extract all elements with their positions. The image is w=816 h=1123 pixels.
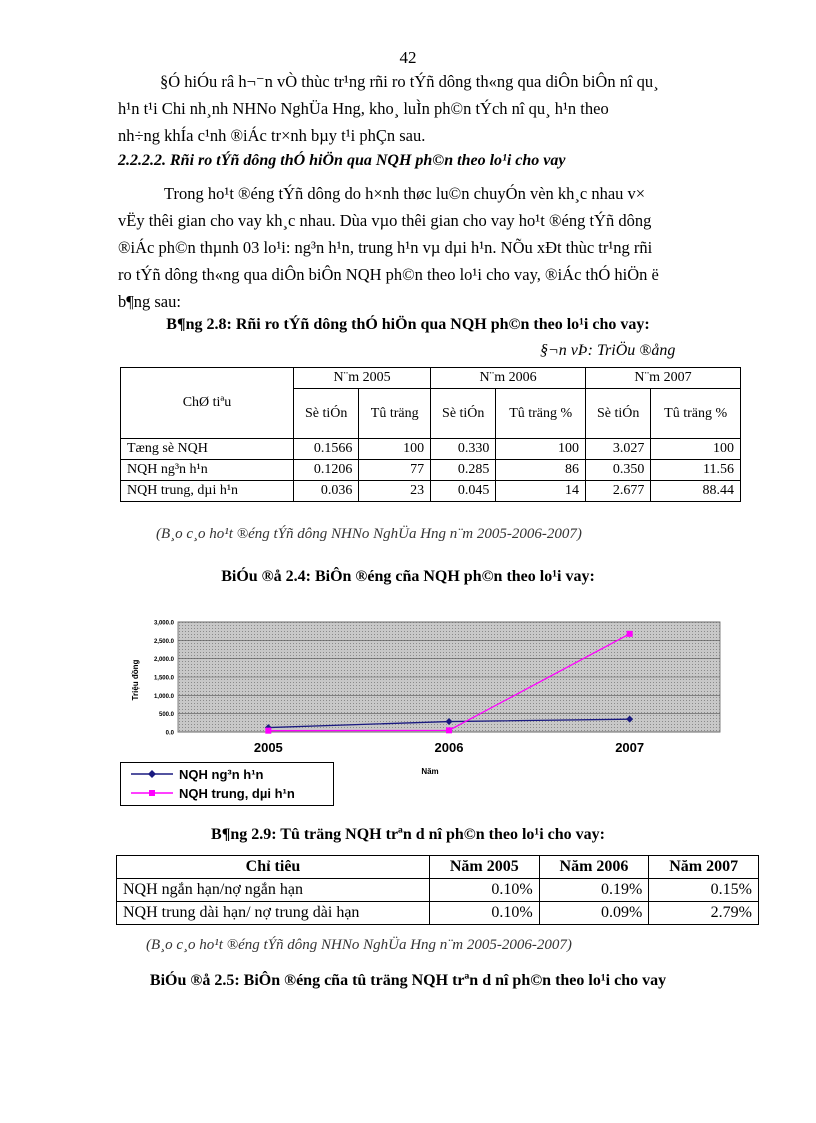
loan-table (120, 367, 741, 502)
legend-item (129, 765, 263, 783)
body-line: ro tÝñ dông th«ng qua diÔn biÔn NQH ph©n theo lo¹i cho vay, ®iÁc thÓ hiÖn ë (118, 265, 659, 284)
cell: 77 (359, 460, 431, 481)
legend-marker-icon (129, 787, 175, 799)
table2-source: (B¸o c¸o ho¹t ®éng tÝñ dông NHNo NghÜa Hng n¨m 2005-2006-2007) (146, 937, 572, 953)
table-row (117, 902, 759, 925)
subheader: Tû träng (359, 389, 431, 439)
cell: 0.330 (431, 439, 496, 460)
table2-caption: B¶ng 2.9: Tû träng NQH trªn d nî ph©n theo lo¹i cho vay: (211, 826, 605, 843)
column-header: Chỉ tiêu (117, 856, 430, 879)
legend-item (129, 784, 295, 802)
x-tick-label: 2005 (253, 740, 283, 755)
row-label: Tæng sè NQH (121, 439, 294, 460)
table-row (121, 481, 741, 502)
body-line: vËy thêi gian cho vay kh¸c nhau. Dùa vµo thêi gian cho vay ho¹t ®éng tÝñ dông (118, 211, 652, 230)
subheader: Tû träng % (651, 389, 741, 439)
chart-legend (120, 762, 334, 806)
table-row (121, 460, 741, 481)
cell: 2.79% (649, 902, 759, 925)
y-tick-label: 2,500.0 (153, 638, 174, 645)
cell: 0.045 (431, 481, 496, 502)
subheader: Sè tiÓn (294, 389, 359, 439)
subheader: Sè tiÓn (431, 389, 496, 439)
cell: 100 (651, 439, 741, 460)
intro-line: nh÷ng khÍa c¹nh ®iÁc tr×nh bµy t¹i phÇn sau. (118, 126, 426, 145)
x-tick-label: 2006 (434, 740, 464, 755)
intro-paragraph (118, 68, 743, 149)
cell: 0.10% (430, 879, 540, 902)
year-header: N¨m 2006 (431, 368, 586, 389)
cell: 0.15% (649, 879, 759, 902)
x-tick-labels (254, 740, 644, 755)
cell: 0.1566 (294, 439, 359, 460)
body-paragraph (118, 180, 743, 315)
cell: 2.677 (586, 481, 651, 502)
section-heading: 2.2.2.2. Rñi ro tÝñ dông thÓ hiÖn qua NQH ph©n theo lo¹i cho vay (118, 152, 566, 169)
header-label: ChØ tiªu (121, 368, 294, 439)
cell: 14 (496, 481, 586, 502)
y-tick-label: 0.0 (165, 730, 174, 737)
cell: 100 (496, 439, 586, 460)
data-point (265, 728, 271, 734)
row-label: NQH trung, dµi h¹n (121, 481, 294, 502)
x-axis-label: Năm (421, 767, 439, 776)
chart2-caption: BiÓu ®å 2.5: BiÔn ®éng cña tû träng NQH trªn d nî ph©n theo lo¹i cho vay (149, 972, 667, 989)
cell: 0.10% (430, 902, 540, 925)
table1-source: (B¸o c¸o ho¹t ®éng tÝñ dông NHNo NghÜa Hng n¨m 2005-2006-2007) (156, 526, 582, 542)
y-tick-label: 1,000.0 (153, 693, 174, 700)
cell: 0.350 (586, 460, 651, 481)
data-point (446, 727, 452, 733)
y-tick-label: 3,000.0 (153, 620, 174, 627)
cell: 0.19% (539, 879, 649, 902)
column-header: Năm 2005 (430, 856, 540, 879)
column-header: Năm 2006 (539, 856, 649, 879)
cell: 0.285 (431, 460, 496, 481)
cell: 0.09% (539, 902, 649, 925)
cell: 11.56 (651, 460, 741, 481)
table-row (121, 439, 741, 460)
cell: 88.44 (651, 481, 741, 502)
table1-caption: B¶ng 2.8: Rñi ro tÝñ dông thÓ hiÖn qua NQH ph©n theo lo¹i cho vay: (166, 316, 650, 333)
cell: 3.027 (586, 439, 651, 460)
data-point (627, 631, 633, 637)
chart-caption: BiÓu ®å 2.4: BiÔn ®éng cña NQH ph©n theo lo¹i vay: (221, 568, 595, 585)
intro-line: §Ó hiÓu râ h¬⁻n vÒ thùc tr¹ng rñi ro tÝñ dông th«ng qua diÔn biÔn nî qu¸ (160, 72, 659, 91)
x-tick-label: 2007 (615, 740, 645, 755)
ratio-table (116, 855, 759, 925)
row-label: NQH ng³n h¹n (121, 460, 294, 481)
y-tick-label: 1,500.0 (153, 675, 174, 682)
subheader: Sè tiÓn (586, 389, 651, 439)
cell: 0.036 (294, 481, 359, 502)
legend-marker-icon (129, 768, 175, 780)
subheader: Tû träng % (496, 389, 586, 439)
year-header: N¨m 2005 (294, 368, 431, 389)
column-header: Năm 2007 (649, 856, 759, 879)
table-row (117, 879, 759, 902)
unit-label: §¬n vÞ: TriÖu ®ång (540, 342, 676, 359)
row-label: NQH ngắn hạn/nợ ngắn hạn (117, 879, 430, 902)
page-number: 42 (399, 48, 417, 67)
cell: 86 (496, 460, 586, 481)
legend-label: NQH trung, dµi h¹n (179, 785, 295, 801)
y-tick-label: 2,000.0 (153, 657, 174, 664)
y-tick-label: 500.0 (158, 712, 174, 719)
cell: 0.1206 (294, 460, 359, 481)
cell: 100 (359, 439, 431, 460)
row-label: NQH trung dài hạn/ nợ trung dài hạn (117, 902, 430, 925)
body-line: Trong ho¹t ®éng tÝñ dông do h×nh thøc lu©n chuyÓn vèn kh¸c nhau v× (164, 184, 646, 203)
y-tick-labels (154, 621, 175, 737)
y-axis-label: Triệu đồng (131, 659, 140, 701)
intro-line: h¹n t¹i Chi nh¸nh NHNo NghÜa Hng, kho¸ luÌn ph©n tÝch nî qu¸ h¹n theo (118, 99, 609, 118)
cell: 23 (359, 481, 431, 502)
body-line: ®iÁc ph©n thµnh 03 lo¹i: ng³n h¹n, trung h¹n vµ dµi h¹n. NÕu xÐt thùc tr¹ng rñi (118, 238, 653, 257)
legend-label: NQH ng³n h¹n (179, 766, 264, 782)
year-header: N¨m 2007 (586, 368, 741, 389)
body-line: b¶ng sau: (118, 292, 181, 311)
